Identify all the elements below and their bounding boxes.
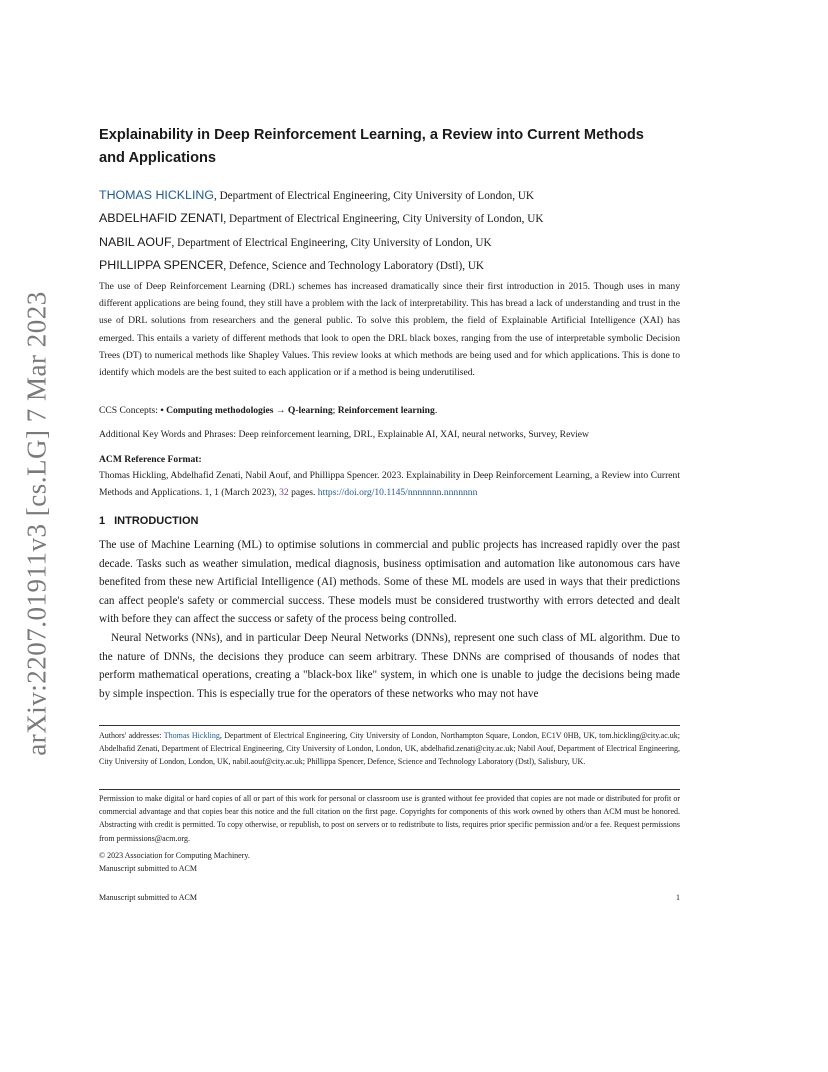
- author-name: NABIL AOUF: [99, 234, 172, 249]
- section-number: 1: [99, 515, 106, 527]
- author-entry: [99, 184, 680, 207]
- author-entry: [99, 207, 680, 230]
- authors-addresses: [99, 729, 680, 769]
- arxiv-stamp-text: arXiv:2207.01911v3 [cs.LG] 7 Mar 2023: [21, 290, 52, 756]
- author-affiliation: , Department of Electrical Engineering, City University of London, UK: [171, 236, 492, 249]
- author-name: ABDELHAFID ZENATI: [99, 211, 224, 226]
- body-text: [99, 536, 680, 703]
- paper-title: Explainability in Deep Reinforcement Learning, a Review into Current Methods and Applications: [99, 127, 644, 166]
- footer-left: Manuscript submitted to ACM: [99, 893, 197, 902]
- doi-link[interactable]: https://doi.org/10.1145/nnnnnnn.nnnnnnn: [317, 487, 478, 498]
- author-list: [99, 184, 680, 278]
- ccs-concept-2: Reinforcement learning: [337, 405, 435, 416]
- permission-notice: Permission to make digital or hard copies of all or part of this work for personal or classroom use is granted without fee provided that copies are not made or distributed for profit or commercial advantage and that copies bear this notice and the full citation on the first page. Copyrights for components of this work owned by others than ACM must be honored. Abstracting with credit is permitted. To copy otherwise, or republish, to post on servers or to redistribute to lists, requires prior specific permission and/or a fee. Request permissions from permissions@acm.org.: [99, 794, 680, 843]
- ccs-end: .: [434, 405, 438, 416]
- section-title: INTRODUCTION: [114, 515, 199, 527]
- author-affiliation: , Defence, Science and Technology Laboratory (Dstl), UK: [223, 260, 484, 273]
- permission-rule: [99, 789, 680, 790]
- author-name: PHILLIPPA SPENCER: [99, 258, 224, 273]
- keywords: Additional Key Words and Phrases: Deep reinforcement learning, DRL, Explainable AI, XAI, neural networks, Survey, Review: [99, 429, 589, 440]
- reference-format: [99, 467, 680, 501]
- section-heading: [99, 515, 198, 527]
- page-number: 1: [676, 893, 680, 902]
- reference-heading: ACM Reference Format:: [99, 454, 202, 465]
- ccs-concept: Computing methodologies → Q-learning: [166, 405, 333, 416]
- author-address-link[interactable]: Thomas Hickling: [163, 731, 220, 740]
- ccs-label: CCS Concepts:: [99, 405, 161, 416]
- ccs-bullet: •: [160, 405, 167, 416]
- paragraph: Neural Networks (NNs), and in particular Deep Neural Networks (DNNs), represent one such class of ML algorithm. Due to the nature of DNNs, the decisions they produce can seem arbitrary. These DNNs are comprised of thousands of nodes that perform mathematical operations, creating a "black-box like" system, in which one is unable to judge the decisions being made by simple inspection. This is especially true for the operators of these networks who may not have: [99, 631, 680, 700]
- ccs-separator: ;: [332, 405, 338, 416]
- paragraph: The use of Machine Learning (ML) to optimise solutions in commercial and public projects has increased rapidly over the past decade. Tasks such as weather simulation, medical diagnosis, business optimisation and automation like autonomous cars have benefited from these new Artificial Intelligence (AI) methods. Some of these ML models are used in ways that their predictions can affect people's safety or commercial success. These models must be considered trustworthy with errors detected and dealt with before they can affect the success or safety of the process being controlled.: [99, 539, 680, 626]
- author-affiliation: , Department of Electrical Engineering, City University of London, UK: [213, 190, 534, 202]
- page-footer: [99, 892, 680, 904]
- pages-suffix: pages.: [288, 487, 318, 498]
- abstract: The use of Deep Reinforcement Learning (DRL) schemes has increased dramatically since their first introduction in 2015. Though uses in many different applications are being found, they still have a problem with the lack of interpretability. This has bread a lack of understanding and trust in the use of DRL solutions from researchers and the general public. To solve this problem, the field of Explainable Artificial Intelligence (XAI) has emerged. This entails a variety of different methods that look to open the DRL black boxes, ranging from the use of interpretable symbolic Decision Trees (DT) to numerical methods like Shapley Values. This review looks at which methods are being used and for which applications. This is done to identify which models are the best suited to each application or if a method is being underutilised.: [99, 281, 680, 379]
- footnote-rule: [99, 725, 680, 726]
- addresses-rest: , Department of Electrical Engineering, City University of London, Northampton Square, London, EC1V 0HB, UK, tom.hickling@city.ac.uk; Abdelhafid Zenati, Department of Electrical Engineering, City University of London, London, UK, abdelhafid.zenati@city.ac.uk; Nabil Aouf, Department of Electrical Engineering, City University of London, London, UK, nabil.aouf@city.ac.uk; Phillippa Spencer, Defence, Science and Technology Laboratory (Dstl), Salisbury, UK.: [99, 731, 680, 767]
- submitted-note: Manuscript submitted to ACM: [99, 864, 197, 873]
- author-entry: [99, 231, 680, 254]
- reference-text: Thomas Hickling, Abdelhafid Zenati, Nabil Aouf, and Phillippa Spencer. 2023. Explainability in Deep Reinforcement Learning, a Review into Current Methods and Applications. 1, 1 (March 2023),: [99, 470, 680, 498]
- ccs-concepts: [99, 402, 680, 419]
- author-affiliation: , Department of Electrical Engineering, City University of London, UK: [223, 213, 544, 226]
- addresses-prefix: Authors' addresses:: [99, 731, 164, 740]
- arxiv-stamp: [20, 288, 54, 758]
- author-name-link[interactable]: THOMAS HICKLING: [99, 188, 214, 202]
- author-entry: [99, 254, 680, 277]
- copyright: © 2023 Association for Computing Machinery.: [99, 851, 250, 860]
- pages-link[interactable]: 32: [279, 487, 289, 498]
